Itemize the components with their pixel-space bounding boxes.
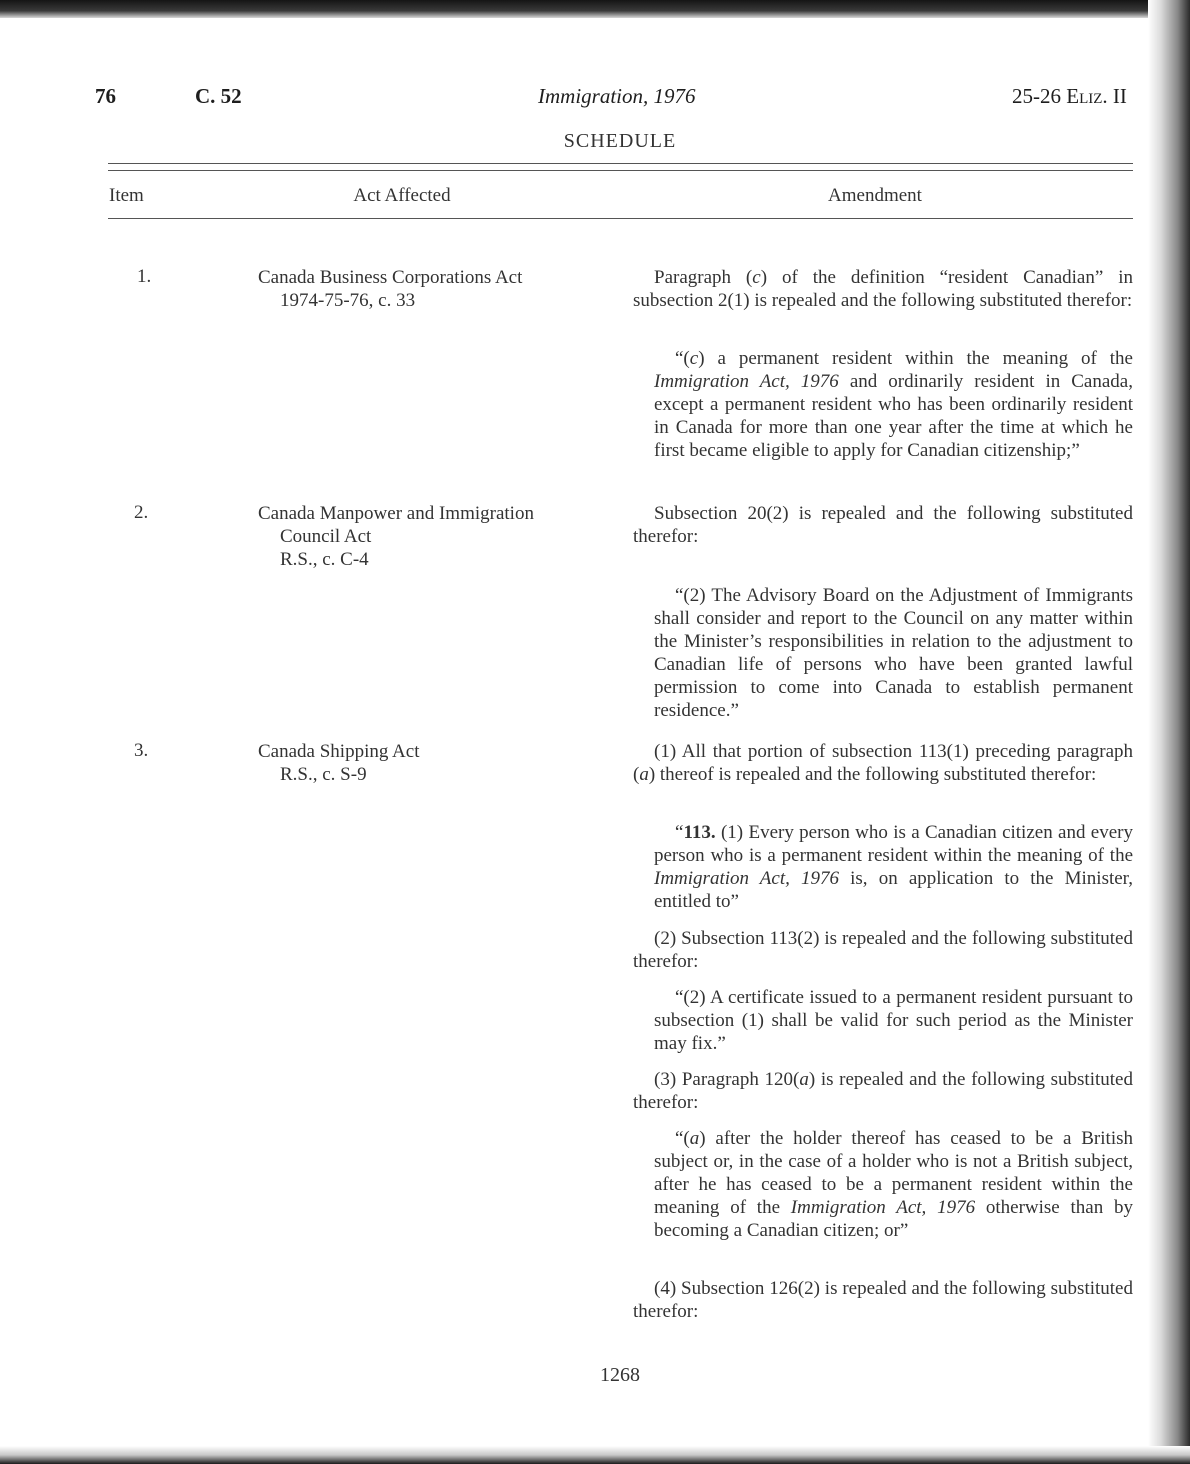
chapter-number: C. 52 <box>195 84 242 108</box>
top-rule-second <box>108 170 1133 171</box>
act-citation: R.S., c. C-4 <box>280 549 369 570</box>
top-rule <box>108 163 1133 164</box>
regnal-year: 25-26 Eliz. II <box>1012 84 1127 108</box>
running-title: Immigration, 1976 <box>538 84 696 108</box>
column-header-act: Act Affected <box>353 185 451 206</box>
scan-bottom-edge <box>0 1446 1190 1464</box>
item-number: 1. <box>137 266 152 287</box>
amendment-text: (3) Paragraph 120(a) is repealed and the following substituted therefor: <box>633 1069 1133 1113</box>
header-rule <box>108 218 1133 219</box>
amendment-text: Subsection 20(2) is repealed and the following substituted therefor: <box>633 503 1133 547</box>
amendment-quote: “(2) A certificate issued to a permanent resident pursuant to subsection (1) shall be valid for such period as the Minister may fix.” <box>654 987 1133 1054</box>
act-affected <box>258 740 598 786</box>
schedule-title: SCHEDULE <box>563 130 677 152</box>
scan-top-edge <box>0 0 1190 18</box>
act-name: Canada Manpower and Immigration <box>258 503 534 524</box>
act-name: Canada Business Corporations Act <box>258 267 523 288</box>
amendment-quote: “113. (1) Every person who is a Canadian citizen and every person who is a permanent resident within the meaning of the Immigration Act, 1976 is, on application to the Minister, entitled to” <box>654 822 1133 912</box>
page-number: 76 <box>95 84 116 108</box>
item-number: 3. <box>134 740 149 761</box>
amendment-text: (1) All that portion of subsection 113(1) preceding paragraph (a) thereof is repealed and the following substituted therefor: <box>633 741 1133 785</box>
act-name-continued: Council Act <box>280 526 372 547</box>
amendment-quote: “(a) after the holder thereof has ceased to be a British subject or, in the case of a holder who is not a British subject, after he has ceased to be a permanent resident within the meaning of the Immigration Act, 1976 otherwise than by becoming a Canadian citizen; or” <box>654 1128 1133 1241</box>
act-affected <box>258 266 598 312</box>
scan-binding-shadow <box>1148 0 1190 1464</box>
act-affected <box>258 502 598 571</box>
footer-page-number: 1268 <box>600 1364 640 1386</box>
act-citation: 1974-75-76, c. 33 <box>280 290 416 311</box>
column-header-item: Item <box>109 185 144 206</box>
amendment-text: (2) Subsection 113(2) is repealed and the following substituted therefor: <box>633 928 1133 972</box>
act-citation: R.S., c. S-9 <box>280 764 367 785</box>
amendment-quote: “(c) a permanent resident within the meaning of the Immigration Act, 1976 and ordinarily resident in Canada, except a permanent resident who has been ordinarily resident in Canada for more than one year after the time at which he first became eligible to apply for Canadian citizenship;” <box>654 348 1133 461</box>
amendment-text: (4) Subsection 126(2) is repealed and the following substituted therefor: <box>633 1278 1133 1322</box>
item-number: 2. <box>134 502 149 523</box>
column-header-amendment: Amendment <box>828 185 922 206</box>
act-name: Canada Shipping Act <box>258 741 420 762</box>
amendment-quote: “(2) The Advisory Board on the Adjustment of Immigrants shall consider and report to the Council on any matter within the Minister’s responsibilities in relation to the adjustment to Canadian life of persons who have been granted lawful permission to come into Canada to establish permanent residence.” <box>654 585 1133 721</box>
amendment-text: Paragraph (c) of the definition “resident Canadian” in subsection 2(1) is repealed and the following substituted therefor: <box>633 267 1133 311</box>
